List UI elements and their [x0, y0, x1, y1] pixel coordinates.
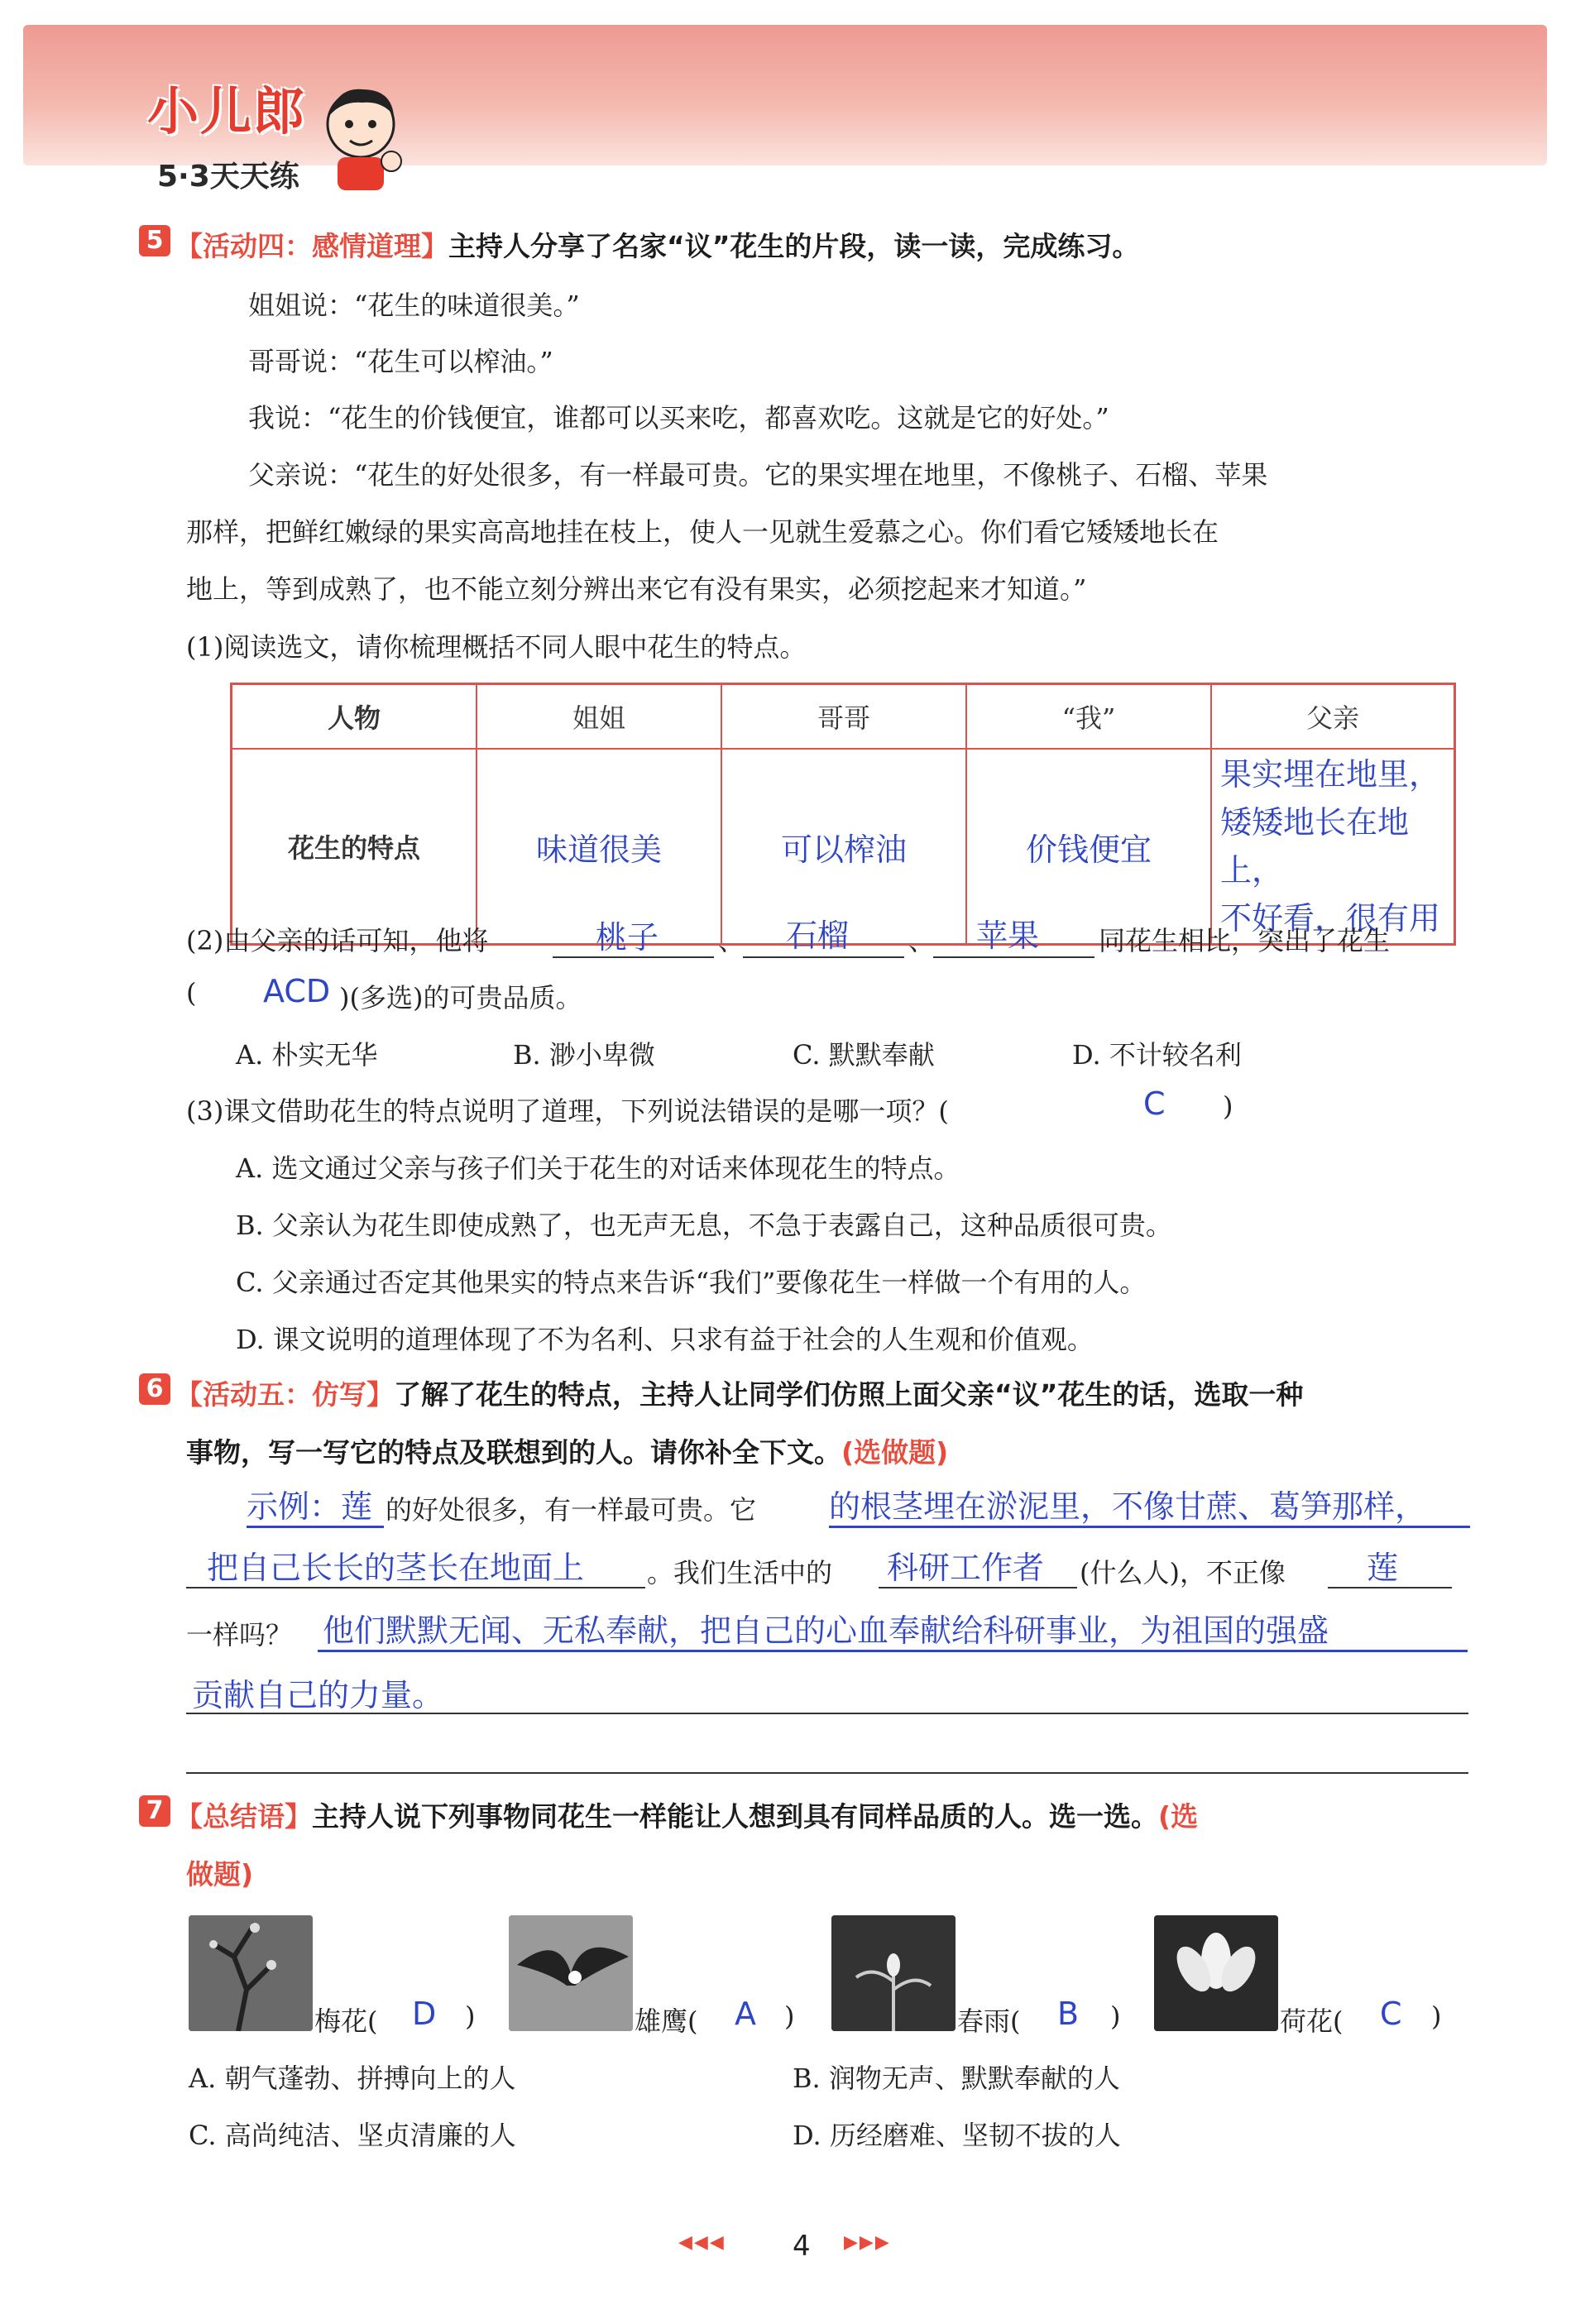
optional-tag: 做题) — [186, 1858, 254, 1890]
paren-close: ) — [784, 2001, 795, 2032]
choice-answer[interactable]: C — [1380, 1996, 1402, 2032]
paren-close: ) — [465, 2001, 476, 2032]
question-7-tag: 【总结语】 — [175, 1800, 312, 1833]
fill-answer[interactable]: 苹果 — [976, 918, 1040, 954]
optional-tag: (选做题) — [841, 1436, 949, 1469]
sub-question-2-text: )(多选)的可贵品质。 — [339, 982, 582, 1013]
table-header-cell: 哥哥 — [721, 684, 966, 750]
answer-text: 价钱便宜 — [1025, 831, 1152, 868]
question-6-number: 6 — [139, 1373, 170, 1405]
choice-answer[interactable]: C — [1143, 1085, 1166, 1122]
paren-open: ( — [186, 977, 197, 1009]
option-label: 春雨( — [957, 2005, 1021, 2037]
question-7-heading-line2 — [186, 1853, 253, 1892]
imitation-text: 。我们生活中的 — [647, 1557, 833, 1588]
question-6-prompt: 事物，写一写它的特点及联想到的人。请你补全下文。 — [186, 1436, 841, 1469]
choice-answer[interactable]: A — [735, 1996, 756, 2032]
fill-answer[interactable]: 贡献自己的力量。 — [192, 1677, 444, 1713]
option-item: A. 朝气蓬勃、拼搏向上的人 — [189, 2063, 516, 2094]
fill-blank-line — [1328, 1587, 1452, 1588]
choice-answer[interactable]: D — [412, 1996, 437, 2032]
question-7-number: 7 — [139, 1795, 170, 1827]
fill-blank-line — [829, 1526, 1470, 1528]
paren-close: ) — [1223, 1090, 1233, 1122]
table-header-cell: 父亲 — [1211, 684, 1455, 750]
question-5-heading — [175, 225, 1139, 264]
option-label: 梅花( — [314, 2005, 378, 2037]
question-6-heading — [175, 1373, 1303, 1412]
eagle-photo-icon — [509, 1915, 633, 2031]
fill-blank-line — [879, 1587, 1077, 1588]
passage-line: 哥哥说：“花生可以榨油。” — [248, 346, 553, 377]
option-label: 雄鹰( — [635, 2005, 698, 2037]
answer-text: 味道很美 — [535, 831, 662, 868]
fill-answer[interactable]: 莲 — [1367, 1550, 1399, 1586]
sub-question-2-text: 同花生相比，突出了花生 — [1099, 925, 1391, 956]
fill-blank-line — [933, 956, 1094, 958]
question-5-number: 5 — [139, 225, 170, 256]
fill-blank-line — [186, 1587, 645, 1588]
option-item: C. 默默奉献 — [793, 1039, 935, 1071]
table-answer-cell[interactable] — [1211, 749, 1455, 945]
page-number: 4 — [793, 2230, 811, 2263]
option-item: D. 历经磨难、坚韧不拔的人 — [793, 2120, 1121, 2151]
option-label: 荷花( — [1280, 2005, 1343, 2037]
table-header-cell: “我” — [966, 684, 1211, 750]
option-item: B. 润物无声、默默奉献的人 — [793, 2063, 1120, 2094]
answer-text: 不好看，很有用 — [1220, 900, 1441, 937]
fill-answer[interactable]: 科研工作者 — [887, 1550, 1045, 1586]
option-item: C. 高尚纯洁、坚贞清廉的人 — [189, 2120, 516, 2151]
answer-text: 可以榨油 — [780, 831, 907, 868]
fill-answer[interactable]: 他们默默无闻、无私奉献，把自己的心血奉献给科研事业，为祖国的强盛 — [323, 1612, 1329, 1649]
page-header-banner — [23, 25, 1547, 194]
question-6-heading-line2 — [186, 1431, 948, 1470]
separator: 、 — [908, 925, 936, 956]
table-header-cell: 姐姐 — [477, 684, 721, 750]
prev-page-arrows-icon: ◀◀◀ — [678, 2232, 726, 2253]
option-item: A. 朴实无华 — [236, 1039, 378, 1071]
imitation-text: (什么人)，不正像 — [1080, 1557, 1286, 1588]
fill-blank-line — [186, 1772, 1468, 1774]
choice-answer[interactable]: B — [1057, 1996, 1080, 2032]
passage-line: 那样，把鲜红嫩绿的果实高高地挂在枝上，使人一见就生爱慕之心。你们看它矮矮地长在 — [186, 516, 1219, 548]
question-7-heading — [175, 1795, 1198, 1834]
brand-logo — [147, 70, 307, 194]
answer-text: 果实埋在地里， — [1220, 756, 1441, 793]
sub-question-1: (1)阅读选文，请你梳理概括不同人眼中花生的特点。 — [186, 631, 807, 663]
imitation-text: 的好处很多，有一样最可贵。它 — [386, 1494, 757, 1526]
fill-answer[interactable]: 石榴 — [786, 918, 850, 954]
fill-answer[interactable]: 示例：莲 — [247, 1488, 373, 1525]
table-header-row — [232, 684, 1455, 750]
table-row-label: 花生的特点 — [232, 749, 477, 945]
plum-blossom-photo-icon — [189, 1915, 313, 2031]
spring-rain-sprout-photo-icon — [831, 1915, 956, 2031]
paren-close: ) — [1431, 2001, 1442, 2032]
fill-blank-line — [743, 956, 904, 958]
choice-answer[interactable]: ACD — [263, 973, 331, 1009]
answer-text: 矮矮地长在地上， — [1220, 804, 1410, 889]
optional-tag: (选 — [1158, 1800, 1199, 1833]
passage-line: 父亲说：“花生的好处很多，有一样最可贵。它的果实埋在地里，不像桃子、石榴、苹果 — [248, 459, 1268, 491]
passage-line: 地上，等到成熟了，也不能立刻分辨出来它有没有果实，必须挖起来才知道。” — [186, 573, 1087, 605]
imitation-text: 一样吗？ — [186, 1619, 293, 1651]
option-item: C. 父亲通过否定其他果实的特点来告诉“我们”要像花生一样做一个有用的人。 — [236, 1267, 1147, 1298]
sub-question-2-text: (2)由父亲的话可知，他将 — [186, 925, 489, 956]
option-item: D. 课文说明的道理体现了不为名利、只求有益于社会的人生观和价值观。 — [236, 1324, 1094, 1355]
fill-blank-line — [186, 1713, 1468, 1714]
option-item: D. 不计较名利 — [1072, 1039, 1242, 1071]
option-item: A. 选文通过父亲与孩子们关于花生的对话来体现花生的特点。 — [236, 1152, 960, 1184]
brand-subtitle: 5·3天天练 — [157, 160, 299, 194]
paren-close: ) — [1110, 2001, 1121, 2032]
mascot-boy-icon — [313, 83, 412, 190]
question-6-tag: 【活动五：仿写】 — [175, 1378, 394, 1411]
fill-answer[interactable]: 的根茎埋在淤泥里，不像甘蔗、葛笋那样， — [829, 1488, 1427, 1525]
sub-question-3-text: (3)课文借助花生的特点说明了道理，下列说法错误的是哪一项？( — [186, 1095, 949, 1127]
table-header-cell: 人物 — [232, 684, 477, 750]
question-5-tag: 【活动四：感情道理】 — [175, 230, 448, 262]
option-item: B. 渺小卑微 — [513, 1039, 655, 1071]
question-5-prompt: 主持人分享了名家“议”花生的片段，读一读，完成练习。 — [448, 230, 1140, 262]
next-page-arrows-icon: ▶▶▶ — [844, 2232, 891, 2253]
passage-line: 姐姐说：“花生的味道很美。” — [248, 290, 580, 321]
fill-blank-line — [247, 1526, 384, 1528]
features-table — [230, 683, 1456, 946]
brand-title: 小儿郎 — [147, 81, 307, 141]
passage-line: 我说：“花生的价钱便宜，谁都可以买来吃，都喜欢吃。这就是它的好处。” — [248, 402, 1109, 434]
fill-blank-line — [318, 1650, 1468, 1652]
option-item: B. 父亲认为花生即使成熟了，也无声无息，不急于表露自己，这种品质很可贵。 — [236, 1210, 1172, 1241]
question-7-prompt: 主持人说下列事物同花生一样能让人想到具有同样品质的人。选一选。 — [312, 1800, 1158, 1833]
question-6-prompt: 了解了花生的特点，主持人让同学们仿照上面父亲“议”花生的话，选取一种 — [394, 1378, 1304, 1411]
separator: 、 — [718, 925, 745, 956]
fill-answer[interactable]: 把自己长长的茎长在地面上 — [207, 1550, 585, 1586]
fill-answer[interactable]: 桃子 — [596, 919, 659, 956]
lotus-photo-icon — [1154, 1915, 1278, 2031]
